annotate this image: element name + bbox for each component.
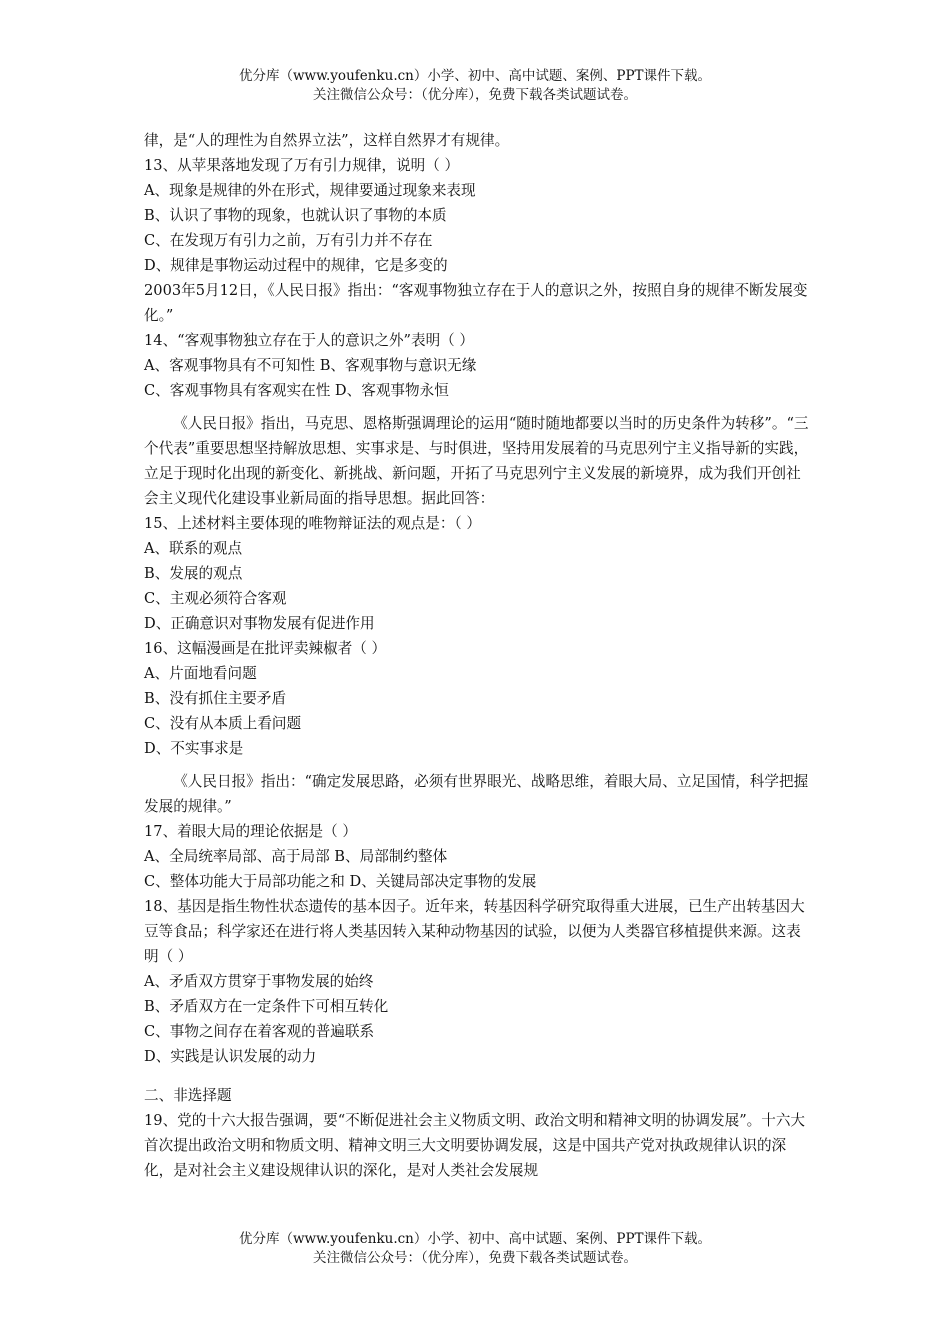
passage: 《人民日报》指出，马克思、恩格斯强调理论的运用“随时随地都要以当时的历史条件为转移”。“三个代表”重要思想坚持解放思想、实事求是、与时俱进，坚持用发展着的马克思列宁主义指导新的实践，立足于现时化出现的新变化、新挑战、新问题，开拓了马克思列宁主义发展的新境界，成为我们开创社会主义现代化建设事业新局面的指导思想。据此回答： bbox=[144, 415, 809, 507]
option-a: A、片面地看问题 bbox=[144, 665, 257, 682]
option-d: D、不实事求是 bbox=[144, 740, 244, 757]
options-cd: C、整体功能大于局部功能之和 D、关键局部决定事物的发展 bbox=[144, 873, 537, 890]
option-a: A、联系的观点 bbox=[144, 540, 243, 557]
option-c: C、事物之间存在着客观的普遍联系 bbox=[144, 1023, 375, 1040]
option-a: A、现象是规律的外在形式，规律要通过现象来表现 bbox=[144, 182, 476, 199]
option-b: B、发展的观点 bbox=[144, 565, 243, 582]
document-body bbox=[144, 128, 810, 1183]
option-c: C、没有从本质上看问题 bbox=[144, 715, 302, 732]
page-header bbox=[0, 67, 950, 105]
options-ab: A、全局统率局部、高于局部 B、局部制约整体 bbox=[144, 848, 448, 865]
footer-line-1: 优分库（www.youfenku.cn）小学、初中、高中试题、案例、PPT课件下载。 bbox=[238, 1231, 712, 1247]
question-14: 14、“客观事物独立存在于人的意识之外”表明（ ） bbox=[144, 332, 475, 349]
option-d: D、规律是事物运动过程中的规律，它是多变的 bbox=[144, 257, 448, 274]
question-17: 17、着眼大局的理论依据是（ ） bbox=[144, 823, 357, 840]
footer-line-2: 关注微信公众号：（优分库），免费下载各类试题试卷。 bbox=[313, 1250, 637, 1266]
header-line-1: 优分库（www.youfenku.cn）小学、初中、高中试题、案例、PPT课件下载。 bbox=[238, 68, 712, 84]
option-a: A、矛盾双方贯穿于事物发展的始终 bbox=[144, 973, 374, 990]
question-13: 13、从苹果落地发现了万有引力规律，说明（ ） bbox=[144, 157, 460, 174]
option-d: D、正确意识对事物发展有促进作用 bbox=[144, 615, 375, 632]
question-19: 19、党的十六大报告强调，要“不断促进社会主义物质文明、政治文明和精神文明的协调发展”。十六大首次提出政治文明和物质文明、精神文明三大文明要协调发展，这是中国共产党对执政规律认识的深化，是对社会主义建设规律认识的深化，是对人类社会发展规 bbox=[144, 1112, 806, 1179]
section-heading: 二、非选择题 bbox=[144, 1087, 232, 1104]
question-15: 15、上述材料主要体现的唯物辩证法的观点是：（ ） bbox=[144, 515, 481, 532]
option-b: B、认识了事物的现象，也就认识了事物的本质 bbox=[144, 207, 447, 224]
page-footer bbox=[0, 1230, 950, 1268]
option-d: D、实践是认识发展的动力 bbox=[144, 1048, 317, 1065]
passage: 2003年5月12日，《人民日报》指出：“客观事物独立存在于人的意识之外，按照自身的规律不断发展变化。” bbox=[144, 282, 808, 324]
header-line-2: 关注微信公众号：（优分库），免费下载各类试题试卷。 bbox=[313, 87, 637, 103]
option-b: B、矛盾双方在一定条件下可相互转化 bbox=[144, 998, 389, 1015]
text-line: 律，是“人的理性为自然界立法”，这样自然界才有规律。 bbox=[144, 132, 510, 149]
option-c: C、在发现万有引力之前，万有引力并不存在 bbox=[144, 232, 433, 249]
option-c: C、主观必须符合客观 bbox=[144, 590, 287, 607]
passage: 《人民日报》指出：“确定发展思路，必须有世界眼光、战略思维，着眼大局、立足国情，科学把握发展的规律。” bbox=[144, 773, 809, 815]
question-16: 16、这幅漫画是在批评卖辣椒者（ ） bbox=[144, 640, 387, 657]
options-ab: A、客观事物具有不可知性 B、客观事物与意识无缘 bbox=[144, 357, 477, 374]
option-b: B、没有抓住主要矛盾 bbox=[144, 690, 287, 707]
options-cd: C、客观事物具有客观实在性 D、客观事物永恒 bbox=[144, 382, 449, 399]
question-18: 18、基因是指生物性状态遗传的基本因子。近年来，转基因科学研究取得重大进展，已生产出转基因大豆等食品；科学家还在进行将人类基因转入某种动物基因的试验，以便为人类器官移植提供来源。这表明（ ） bbox=[144, 898, 805, 965]
